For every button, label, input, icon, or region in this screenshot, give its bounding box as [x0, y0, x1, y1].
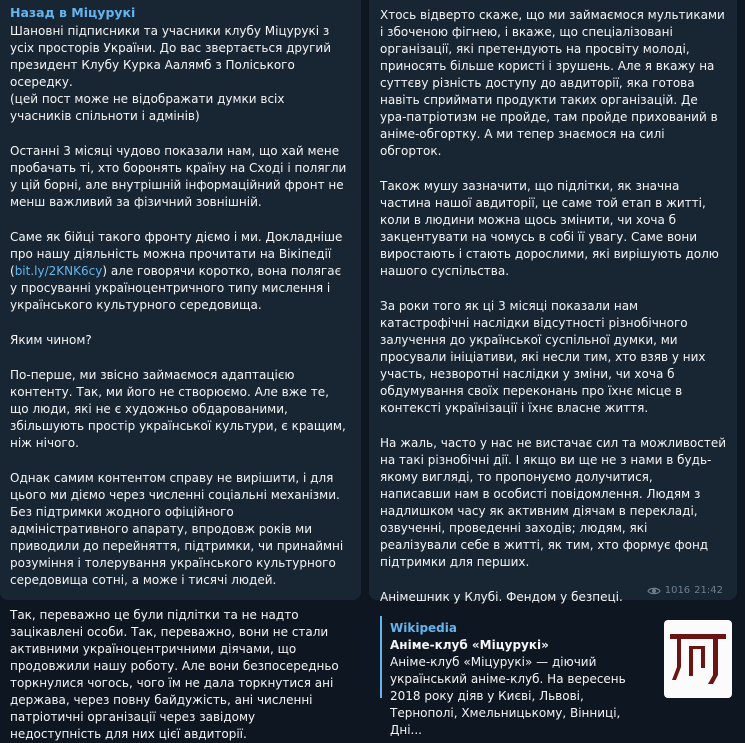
message-right — [369, 0, 737, 737]
message-meta — [647, 585, 723, 596]
message-paragraph: За роки того як ці 3 місяці показали нам катастрофічні наслідки відсутності різнобічного залучення до української суспільної думки, ми просували ініціативи, які несли тим, хто взяв у них участь, незворотні наслідки у зміни, чи хоча б обдумування своїх переконань про їхнє місце в контексті українізації і їхнє власне життя. — [380, 299, 706, 415]
text-segment: ) але говорячи коротко, вона полягає у просуванні україноцентричного типу мислення і українського культурного середовища. — [10, 264, 342, 312]
club-logo-thumbnail[interactable] — [664, 620, 732, 698]
message-paragraph: Анімешник у Клубі. Фендом у безпеці. — [380, 590, 623, 604]
message-paragraph: Так, переважно це були підлітки та не надто зацікавлені особи. Так, переважно, вони не стали активними україноцентричними діячами, що продовжили нашу роботу. Але вони безпосередньо торкнулися чогось, чого їм не дала торкнутися ані держава, через повну байдужість, ані численні патріотичні організації через завідому недоступність для них цієї авдиторії. — [10, 608, 339, 741]
back-to-channel-link[interactable]: Назад в Міцурукі — [10, 5, 136, 20]
club-logo-icon — [664, 620, 732, 698]
message-paragraph: Яким чином? — [10, 333, 92, 347]
preview-description: Аніме-клуб «Міцурукі» — діючий український аніме-клуб. На вересень 2018 року діяв у Києві, Львові, Тернополі, Хмельницькому, Вінниці, Дні... — [390, 655, 626, 737]
message-left — [0, 0, 361, 741]
views-count: 1016 — [664, 585, 691, 596]
message-paragraph: Однак самим контентом справу не вирішити, і для цього ми діємо через численні соціальні механізми. Без підтримки жодного офіційного адміністративного апарату, впродовж років ми приводили до перейняття, підтримки, чи принаймні розуміння і толерування українського культурного середовища сотні, а може і тисячі людей. — [10, 471, 344, 587]
text-segment: Саме як бійці такого фронту діємо і ми. Докладніше про нашу діяльність можна прочитати на Вікіпедії ( — [10, 230, 343, 278]
message-paragraph: Шановні підписники та учасники клубу Міцурукі з усіх просторів України. До вас звертається другий президент Клубу Курка Аалямб з Поліського осередку. (цей пост може не відображати думки всіх учасників спільноти і адмінів) — [10, 24, 332, 123]
message-paragraph — [10, 229, 349, 314]
preview-site-name: Wikipedia — [390, 621, 457, 635]
preview-title: Аніме-клуб «Міцурукі» — [390, 638, 549, 652]
eye-icon — [647, 586, 661, 596]
message-paragraph: По-перше, ми звісно займаємося адаптацією контенту. Так, ми його не створюємо. Але вже те, що люди, які не є художньо обдарованими, збільшують простір української культури, є кращим, ніж нічого. — [10, 368, 346, 450]
message-paragraph: Також мушу зазначити, що підлітки, як значна частина нашої авдиторії, це саме той етап в житті, коли в людини можна щось змінити, чи хоча б закцентувати на чомусь в собі її увагу. Саме вони виростають і стають дорослими, які вирішують долю нашого суспільства. — [380, 179, 719, 278]
message-paragraph: Останні 3 місяці чудово показали нам, що хай мене пробачать ті, хто боронять країну на Сході і полягли у цій борні, але внутрішній інформаційний фронт не менш важливий за фізичний зовнішній. — [10, 144, 347, 209]
link-preview[interactable] — [380, 616, 727, 737]
message-paragraph: Хтось відверто скаже, що ми займаємося мультиками і збоченою фігнею, і вкаже, що спеціалізовані організації, які претендують на просвіту молоді, приносять більше користі і зрушень. Але я вкажу на суттєву різність доступу до авдиторії, яка готова навіть сприймати продукти таких організацій. Де ура-патріотизм не пройде, там пройде прихований в аніме-обгортку. А ми тепер знаємося на силі обгорток. — [380, 8, 725, 158]
message-time: 21:42 — [694, 585, 723, 596]
message-paragraph: На жаль, часто у нас не вистачає сил та можливостей на такі різнобічні дії. І якщо ви ще не з нами в будь-якому вигляді, то пропонуємо долучитися, написавши нам в особисті повідомлення. Людям з надлишком часу як активним діячам в перекладі, озвученні, проведенні заходів; людям, які реалізували себе в житті, як тим, хто формує фонд підтримки для перших. — [380, 436, 727, 569]
wikipedia-short-link[interactable]: bit.ly/2KNK6cy — [14, 264, 103, 278]
